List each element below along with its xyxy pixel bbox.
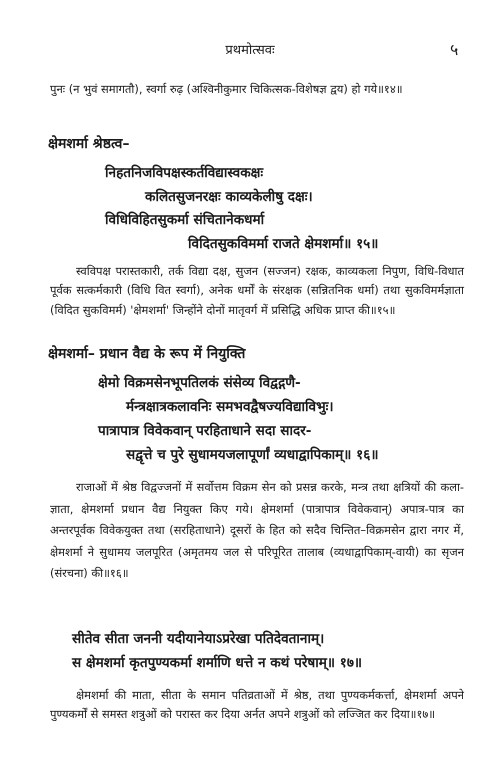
paragraph-15-explanation (50, 262, 464, 320)
verse-line: पात्रापात्र विवेकवान् परहिताधाने सदा सादर- (98, 423, 312, 439)
verse-line: विदितसुकविमर्मा राजते क्षेमशर्मा॥ १५॥ (188, 236, 379, 252)
verse-line: स क्षेमशर्मा कृतपुण्यकर्मा शर्माणि धत्ते न कथं परेषाम्॥ १७॥ (72, 655, 363, 671)
verse-line: विधिविहितसुकर्मा संचितानेकधर्मा (105, 212, 265, 228)
verse-line: सद्वृत्ते च पुरे सुधामयजलापूर्णां व्यधाद्वापिकाम्॥ १६॥ (126, 447, 379, 463)
paragraph-16-explanation (50, 477, 464, 585)
verse-line: र्मन्त्रक्षात्रकलावनिः समभवद्वैषज्यविद्याविभुः। (126, 399, 334, 415)
page-number: ५ (450, 40, 459, 59)
verse-line: सीतेव सीता जननी यदीयानेयाऽप्ररेखा पतिदेवतानाम्। (72, 631, 325, 647)
section-heading: क्षेमशर्मा– प्रधान वैद्य के रूप में नियुक्ति (48, 346, 246, 362)
paragraph-text: क्षेमशर्मा की माता, सीता के समान पतिव्रताओं में श्रेष्ठ, तथा पुण्यकर्मकर्त्ता, क्षेमशर्मा अपने पुण्यकर्मों से समस्त शत्रुओं को परास्त कर दिया अर्नत अपने शत्रुओं को लज्जित कर दिया॥१७॥ (50, 688, 464, 722)
verse-line: निहतनिजविपक्षस्कर्तविद्यास्वकक्षः (105, 165, 264, 181)
paragraph-text: राजाओं में श्रेष्ठ विद्वज्जनों में सर्वोत्तम विक्रम सेन को प्रसन्न करके, मन्त्र तथा क्षत्रियों की कला-ज्ञाता, क्षेमशर्मा प्रधान वैद्य नियुक्त किए गये। क्षेमशर्मा (पात्रापात्र विवेकवान्) अपात्र-पात्र का अन्तरपूर्वक विवेकयुक्त तथा (सरहिताधाने) दूसरों के हित को सदैव चिन्तित–विक्रमसेन द्वारा नगर में, क्षेमशर्मा ने सुधामय जलपूरित (अमृतमय जल से परिपूरित तालाब (व्यधाद्वापिकाम्-वायी) का सृजन (संरचना) की॥१६॥ (50, 480, 464, 581)
running-header: प्रथमोत्सवः (225, 43, 275, 58)
paragraph-14-end (50, 80, 462, 99)
section-heading: क्षेमशर्मा श्रेष्ठत्व– (48, 136, 130, 152)
paragraph-text: स्वविपक्ष परास्तकारी, तर्क विद्या दक्ष, सुजन (सज्जन) रक्षक, काव्यकला निपुण, विधि-विधात पूर्वक सत्कर्मकारी (विधि वित स्वर्गा), अनेक धर्मों के संरक्षक (सन्नितनिक धर्मा) तथा सुकविमर्मज्ञाता (विदित सुकविमर्म) 'क्षेमशर्मा' जिन्होंने दोनों मातृवर्ग में प्रसिद्धि अधिक प्राप्त की॥१५॥ (50, 264, 464, 317)
verse-line: कलितसुजनरक्षः काव्यकेलीषु दक्षः। (145, 189, 313, 205)
verse-line: क्षेमो विक्रमसेनभूपतिलकं संसेव्य विद्वद्गणै- (98, 375, 301, 391)
paragraph-text: पुनः (न भुवं समागतौ), स्वर्गा रुढ़ (अश्विनीकुमार चिकित्सक-विशेषज्ञ द्वय) हो गये॥१४॥ (50, 82, 403, 96)
paragraph-17-explanation (50, 686, 464, 725)
